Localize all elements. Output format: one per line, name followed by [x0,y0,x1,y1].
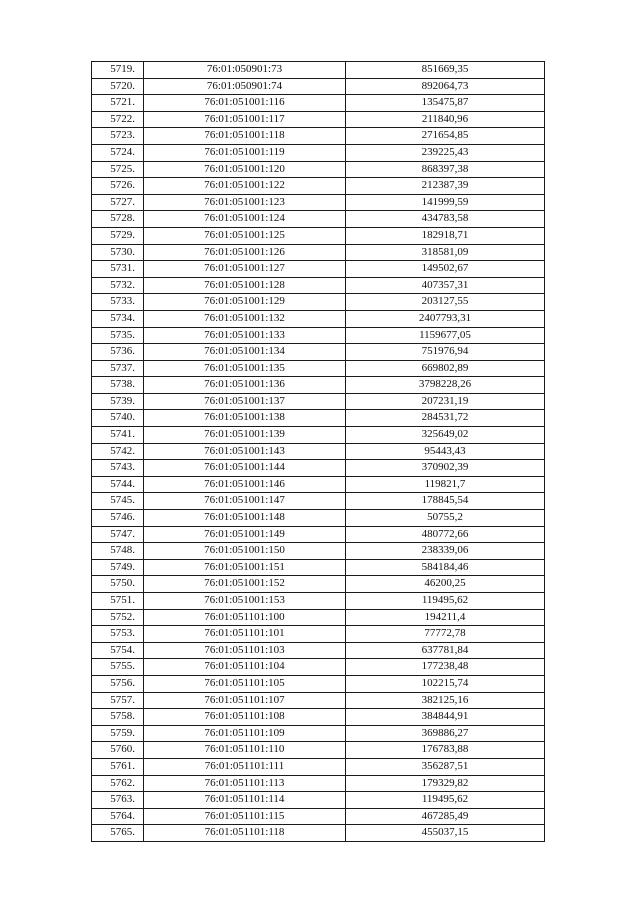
cadastral-number-cell: 76:01:051001:149 [144,526,346,543]
value-cell: 239225,43 [346,144,545,161]
row-number-cell: 5735. [92,327,144,344]
table-row [92,360,545,377]
row-number-cell: 5755. [92,659,144,676]
table-row [92,178,545,195]
value-cell: 176783,88 [346,742,545,759]
value-cell: 369886,27 [346,725,545,742]
table-row [92,427,545,444]
table-row [92,443,545,460]
table-row [92,559,545,576]
row-number-cell: 5741. [92,427,144,444]
cadastral-number-cell: 76:01:051001:144 [144,460,346,477]
table-row [92,78,545,95]
table-row [92,277,545,294]
value-cell: 868397,38 [346,161,545,178]
table-row [92,526,545,543]
table-row [92,609,545,626]
row-number-cell: 5725. [92,161,144,178]
value-cell: 77772,78 [346,626,545,643]
value-cell: 119821,7 [346,476,545,493]
value-cell: 356287,51 [346,758,545,775]
cadastral-number-cell: 76:01:051001:148 [144,510,346,527]
value-cell: 149502,67 [346,261,545,278]
value-cell: 382125,16 [346,692,545,709]
value-cell: 3798228,26 [346,377,545,394]
row-number-cell: 5762. [92,775,144,792]
cadastral-number-cell: 76:01:050901:73 [144,62,346,79]
cadastral-number-cell: 76:01:051101:105 [144,675,346,692]
row-number-cell: 5764. [92,808,144,825]
cadastral-number-cell: 76:01:051101:108 [144,709,346,726]
row-number-cell: 5759. [92,725,144,742]
cadastral-number-cell: 76:01:050901:74 [144,78,346,95]
value-cell: 102215,74 [346,675,545,692]
table-row [92,476,545,493]
value-cell: 284531,72 [346,410,545,427]
table-row [92,261,545,278]
row-number-cell: 5736. [92,344,144,361]
row-number-cell: 5738. [92,377,144,394]
row-number-cell: 5731. [92,261,144,278]
value-cell: 141999,59 [346,194,545,211]
cadastral-number-cell: 76:01:051001:146 [144,476,346,493]
table-row [92,692,545,709]
row-number-cell: 5733. [92,294,144,311]
cadastral-number-cell: 76:01:051001:151 [144,559,346,576]
cadastral-number-cell: 76:01:051001:129 [144,294,346,311]
row-number-cell: 5724. [92,144,144,161]
row-number-cell: 5727. [92,194,144,211]
value-cell: 325649,02 [346,427,545,444]
row-number-cell: 5758. [92,709,144,726]
row-number-cell: 5726. [92,178,144,195]
cadastral-number-cell: 76:01:051001:116 [144,95,346,112]
cadastral-number-cell: 76:01:051001:117 [144,111,346,128]
row-number-cell: 5753. [92,626,144,643]
value-cell: 238339,06 [346,543,545,560]
cadastral-number-cell: 76:01:051001:127 [144,261,346,278]
table-row [92,675,545,692]
table-row [92,792,545,809]
cadastral-number-cell: 76:01:051001:134 [144,344,346,361]
row-number-cell: 5734. [92,310,144,327]
cadastral-number-cell: 76:01:051101:103 [144,642,346,659]
table-row [92,344,545,361]
cadastral-number-cell: 76:01:051101:100 [144,609,346,626]
row-number-cell: 5729. [92,227,144,244]
row-number-cell: 5722. [92,111,144,128]
value-cell: 318581,09 [346,244,545,261]
table-row [92,460,545,477]
row-number-cell: 5756. [92,675,144,692]
value-cell: 203127,55 [346,294,545,311]
row-number-cell: 5719. [92,62,144,79]
row-number-cell: 5757. [92,692,144,709]
row-number-cell: 5721. [92,95,144,112]
row-number-cell: 5754. [92,642,144,659]
cadastral-number-cell: 76:01:051001:128 [144,277,346,294]
cadastral-number-cell: 76:01:051001:123 [144,194,346,211]
table-row [92,808,545,825]
value-cell: 119495,62 [346,792,545,809]
value-cell: 892064,73 [346,78,545,95]
cadastral-number-cell: 76:01:051101:109 [144,725,346,742]
table-row [92,543,545,560]
table-row [92,825,545,842]
table-row [92,144,545,161]
value-cell: 370902,39 [346,460,545,477]
table-row [92,194,545,211]
value-cell: 211840,96 [346,111,545,128]
row-number-cell: 5763. [92,792,144,809]
value-cell: 467285,49 [346,808,545,825]
cadastral-number-cell: 76:01:051101:114 [144,792,346,809]
cadastral-number-cell: 76:01:051001:139 [144,427,346,444]
cadastral-number-cell: 76:01:051001:126 [144,244,346,261]
table-row [92,742,545,759]
value-cell: 46200,25 [346,576,545,593]
row-number-cell: 5751. [92,593,144,610]
table-row [92,310,545,327]
value-cell: 455037,15 [346,825,545,842]
cadastral-number-cell: 76:01:051001:124 [144,211,346,228]
value-cell: 182918,71 [346,227,545,244]
table-row [92,410,545,427]
row-number-cell: 5728. [92,211,144,228]
value-cell: 584184,46 [346,559,545,576]
cadastral-number-cell: 76:01:051001:122 [144,178,346,195]
table-row [92,758,545,775]
value-cell: 194211,4 [346,609,545,626]
value-cell: 179329,82 [346,775,545,792]
cadastral-number-cell: 76:01:051001:143 [144,443,346,460]
cadastral-number-cell: 76:01:051101:101 [144,626,346,643]
cadastral-number-cell: 76:01:051001:119 [144,144,346,161]
value-cell: 2407793,31 [346,310,545,327]
cadastral-number-cell: 76:01:051101:110 [144,742,346,759]
cadastral-number-cell: 76:01:051101:118 [144,825,346,842]
row-number-cell: 5739. [92,393,144,410]
table-row [92,128,545,145]
cadastral-number-cell: 76:01:051001:133 [144,327,346,344]
value-cell: 407357,31 [346,277,545,294]
value-cell: 669802,89 [346,360,545,377]
cadastral-number-cell: 76:01:051001:120 [144,161,346,178]
row-number-cell: 5765. [92,825,144,842]
row-number-cell: 5747. [92,526,144,543]
row-number-cell: 5740. [92,410,144,427]
table-row [92,211,545,228]
value-cell: 480772,66 [346,526,545,543]
row-number-cell: 5742. [92,443,144,460]
table-row [92,642,545,659]
row-number-cell: 5732. [92,277,144,294]
table-row [92,709,545,726]
value-cell: 851669,35 [346,62,545,79]
value-cell: 434783,58 [346,211,545,228]
cadastral-number-cell: 76:01:051001:125 [144,227,346,244]
table-row [92,593,545,610]
cadastral-number-cell: 76:01:051001:138 [144,410,346,427]
cadastral-number-cell: 76:01:051001:136 [144,377,346,394]
value-cell: 637781,84 [346,642,545,659]
value-cell: 50755,2 [346,510,545,527]
table-row [92,161,545,178]
row-number-cell: 5743. [92,460,144,477]
cadastral-number-cell: 76:01:051001:132 [144,310,346,327]
cadastral-number-cell: 76:01:051001:135 [144,360,346,377]
table-body [92,62,545,842]
value-cell: 95443,43 [346,443,545,460]
table-row [92,393,545,410]
cadastral-number-cell: 76:01:051001:118 [144,128,346,145]
cadastral-number-cell: 76:01:051101:113 [144,775,346,792]
cadastral-value-table [91,61,545,842]
table-row [92,510,545,527]
table-row [92,775,545,792]
row-number-cell: 5760. [92,742,144,759]
table-row [92,62,545,79]
row-number-cell: 5761. [92,758,144,775]
table-row [92,294,545,311]
value-cell: 212387,39 [346,178,545,195]
table-row [92,659,545,676]
cadastral-number-cell: 76:01:051001:153 [144,593,346,610]
row-number-cell: 5744. [92,476,144,493]
row-number-cell: 5750. [92,576,144,593]
table-row [92,377,545,394]
row-number-cell: 5749. [92,559,144,576]
row-number-cell: 5748. [92,543,144,560]
row-number-cell: 5720. [92,78,144,95]
value-cell: 1159677,05 [346,327,545,344]
table-row [92,493,545,510]
table-row [92,626,545,643]
table-row [92,95,545,112]
value-cell: 119495,62 [346,593,545,610]
table-row [92,576,545,593]
row-number-cell: 5752. [92,609,144,626]
cadastral-number-cell: 76:01:051001:152 [144,576,346,593]
value-cell: 207231,19 [346,393,545,410]
cadastral-number-cell: 76:01:051001:150 [144,543,346,560]
table-row [92,327,545,344]
cadastral-number-cell: 76:01:051101:111 [144,758,346,775]
cadastral-number-cell: 76:01:051001:137 [144,393,346,410]
table-row [92,111,545,128]
table-row [92,725,545,742]
value-cell: 177238,48 [346,659,545,676]
cadastral-number-cell: 76:01:051101:115 [144,808,346,825]
value-cell: 135475,87 [346,95,545,112]
row-number-cell: 5737. [92,360,144,377]
row-number-cell: 5730. [92,244,144,261]
row-number-cell: 5746. [92,510,144,527]
value-cell: 384844,91 [346,709,545,726]
cadastral-number-cell: 76:01:051101:104 [144,659,346,676]
value-cell: 751976,94 [346,344,545,361]
cadastral-number-cell: 76:01:051101:107 [144,692,346,709]
value-cell: 178845,54 [346,493,545,510]
table-row [92,227,545,244]
row-number-cell: 5723. [92,128,144,145]
row-number-cell: 5745. [92,493,144,510]
cadastral-number-cell: 76:01:051001:147 [144,493,346,510]
value-cell: 271654,85 [346,128,545,145]
table-row [92,244,545,261]
